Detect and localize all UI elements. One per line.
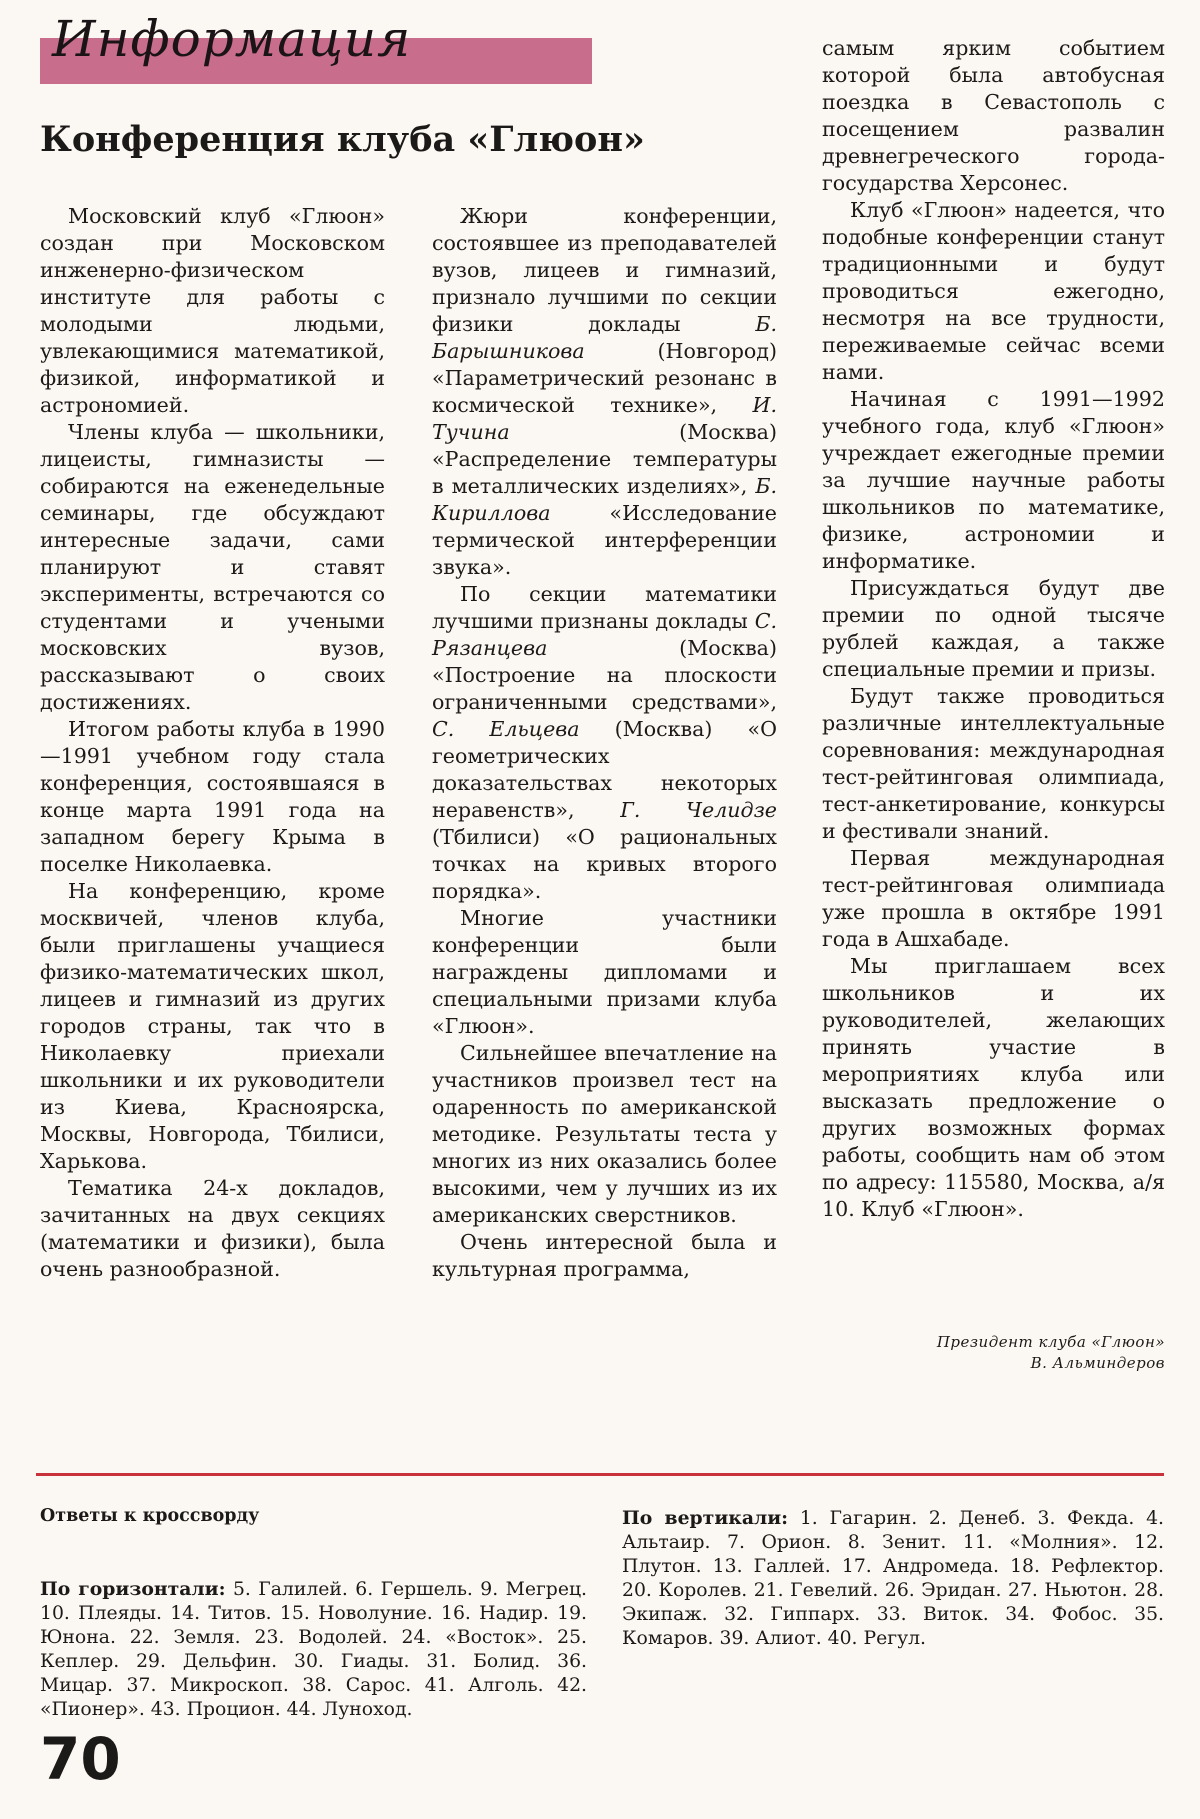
- answers-vertical: [622, 1506, 1164, 1651]
- paragraph: Очень интересной была и культурная программа,: [432, 1230, 777, 1281]
- paragraph: На конференцию, кроме москвичей, членов клуба, были приглашены учащиеся физико-математических школ, лицеев и гимназий из других городов страны, так что в Николаевку приехали школьники и их руководители из Киева, Красноярска, Москвы, Новгорода, Тбилиси, Харькова.: [40, 879, 385, 1173]
- author-name: Б. Барышникова: [432, 312, 777, 363]
- paragraph: [432, 203, 777, 581]
- text-run: (Новгород) «Параметрический резонанс в космической технике»,: [432, 339, 777, 417]
- section-label: Информация: [52, 10, 412, 68]
- text-run: По секции математики лучшими признаны доклады: [432, 582, 777, 633]
- author-name: Б. Кириллова: [432, 474, 777, 525]
- article-column-3: [822, 35, 1165, 1223]
- text-run: (Москва) «Распределение температуры в металлических изделиях»,: [432, 420, 777, 498]
- text-run: «Исследование термической интерференции звука».: [432, 501, 777, 579]
- answers-label: По горизонтали:: [40, 1578, 226, 1600]
- paragraph: Московский клуб «Глюон» создан при Московском инженерно-физическом институте для работы с молодыми людьми, увлекающимися математикой, физикой, информатикой и астрономией.: [40, 204, 385, 417]
- author-name: Г. Челидзе: [620, 798, 777, 822]
- paragraph: Сильнейшее впечатление на участников произвел тест на одаренность по американской методике. Результаты теста у многих из них оказались более высокими, чем у лучших из их американских сверстников.: [432, 1041, 777, 1227]
- text-run: (Тбилиси) «О рациональных точках на кривых второго порядка».: [432, 825, 777, 903]
- text-run: Жюри конференции, состоявшее из преподавателей вузов, лицеев и гимназий, признало лучшими по секции физики доклады: [432, 204, 777, 336]
- paragraph: Члены клуба — школьники, лицеисты, гимназисты — собираются на еженедельные семинары, где обсуждают интересные задачи, сами планируют и ставят эксперименты, встречаются со студентами и учеными московских вузов, рассказывают о своих достижениях.: [40, 420, 385, 714]
- article-column-2: [432, 203, 777, 1283]
- author-name: С. Рязанцева: [432, 609, 777, 660]
- page-number: 70: [40, 1725, 121, 1793]
- text-run: (Москва) «Построение на плоскости ограниченными средствами»,: [432, 636, 777, 714]
- paragraph: Мы приглашаем всех школьников и их руководителей, желающих принять участие в мероприятиях клуба или высказать предложение о других возможных формах работы, сообщить нам об этом по адресу: 115580, Москва, а/я 10. Клуб «Глюон».: [822, 954, 1165, 1221]
- signature-role: Президент клуба «Глюон»: [936, 1333, 1165, 1351]
- paragraph: [432, 581, 777, 905]
- paragraph: Первая международная тест-рейтинговая олимпиада уже прошла в октябре 1991 года в Ашхабаде.: [822, 846, 1165, 951]
- signature-name: В. Альминдеров: [1030, 1354, 1165, 1372]
- answers-label: По вертикали:: [622, 1507, 789, 1529]
- answers-paragraph: [40, 1577, 587, 1722]
- article-column-1: [40, 203, 385, 1283]
- divider-rule: [36, 1473, 1164, 1476]
- paragraph: самым ярким событием которой была автобусная поездка в Севастополь с посещением развалин древнегреческого города-государства Херсонес.: [822, 36, 1165, 195]
- answers-text: 5. Галилей. 6. Гершель. 9. Мегрец. 10. Плеяды. 14. Титов. 15. Новолуние. 16. Надир. 19. Юнона. 22. Земля. 23. Водолей. 24. «Восток». 25. Кеплер. 29. Дельфин. 30. Гиады. 31. Болид. 36. Мицар. 37. Микроскоп. 38. Сарос. 41. Алголь. 42. «Пионер». 43. Процион. 44. Луноход.: [40, 1579, 587, 1720]
- answers-horizontal: [40, 1577, 587, 1722]
- answers-paragraph: [622, 1506, 1164, 1651]
- paragraph: Присуждаться будут две премии по одной тысяче рублей каждая, а также специальные премии и призы.: [822, 576, 1165, 681]
- signature: [822, 1332, 1165, 1374]
- paragraph: Тематика 24-х докладов, зачитанных на двух секциях (математики и физики), была очень разнообразной.: [40, 1176, 385, 1281]
- paragraph: Начиная с 1991—1992 учебного года, клуб «Глюон» учреждает ежегодные премии за лучшие научные работы школьников по математике, физике, астрономии и информатике.: [822, 387, 1165, 573]
- paragraph: Будут также проводиться различные интеллектуальные соревнования: международная тест-рейтинговая олимпиада, тест-анкетирование, конкурсы и фестивали знаний.: [822, 684, 1165, 843]
- answers-text: 1. Гагарин. 2. Денеб. 3. Фекда. 4. Альтаир. 7. Орион. 8. Зенит. 11. «Молния». 12. Плутон. 13. Галлей. 17. Андромеда. 18. Рефлектор. 20. Королев. 21. Гевелий. 26. Эридан. 27. Ньютон. 28. Экипаж. 32. Гиппарх. 33. Виток. 34. Фобос. 35. Комаров. 39. Алиот. 40. Регул.: [622, 1508, 1164, 1649]
- text-run: (Москва) «О геометрических доказательствах некоторых неравенств»,: [432, 717, 778, 822]
- paragraph: Клуб «Глюон» надеется, что подобные конференции станут традиционными и будут проводиться ежегодно, несмотря на все трудности, переживаемые сейчас всеми нами.: [822, 198, 1165, 384]
- paragraph: Многие участники конференции были награждены дипломами и специальными призами клуба «Глюон».: [432, 906, 777, 1038]
- author-name: С. Ельцева: [432, 717, 580, 741]
- article-title: Конференция клуба «Глюон»: [40, 119, 645, 160]
- author-name: И. Тучина: [432, 393, 777, 444]
- answers-title: Ответы к кроссворду: [40, 1506, 260, 1526]
- paragraph: Итогом работы клуба в 1990—1991 учебном году стала конференция, состоявшаяся в конце марта 1991 года на западном берегу Крыма в поселке Николаевка.: [40, 717, 385, 876]
